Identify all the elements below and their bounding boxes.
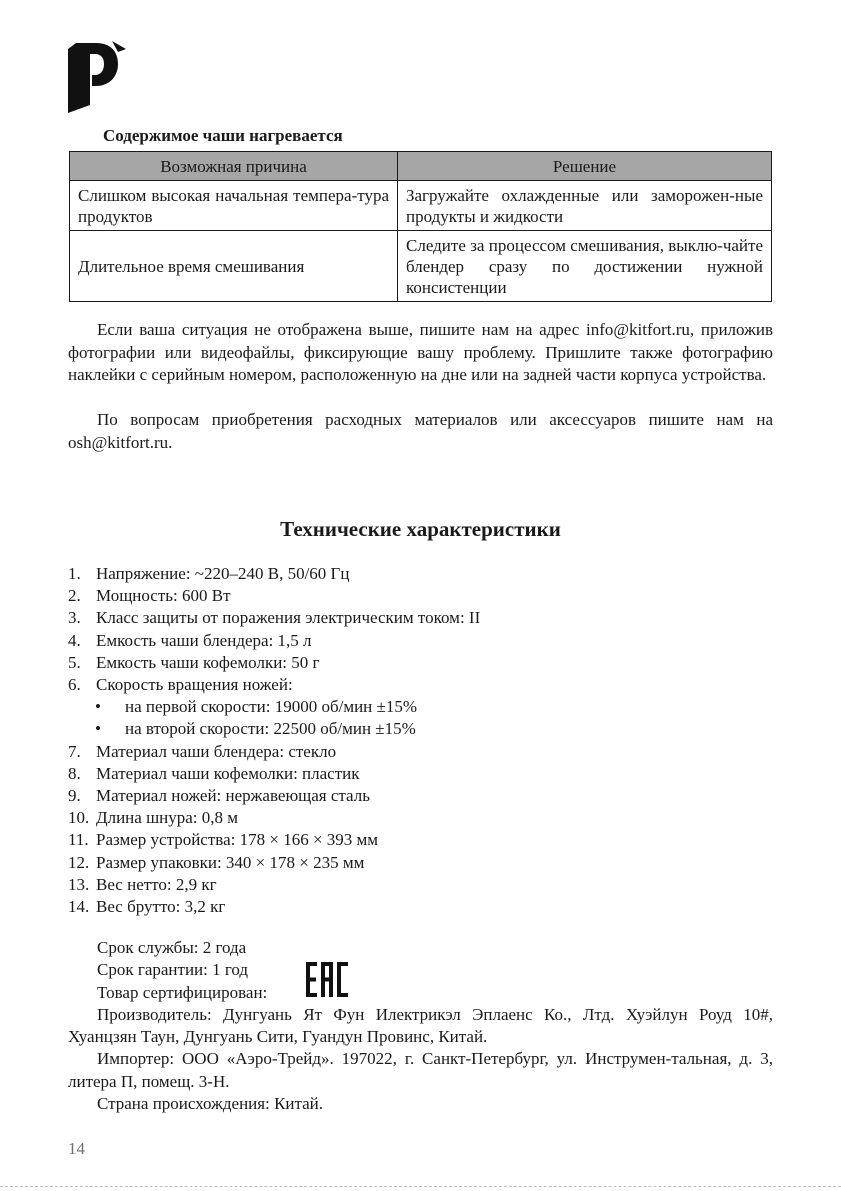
spec-text: Напряжение: ~220–240 В, 50/60 Гц — [96, 564, 350, 583]
spec-item — [68, 563, 773, 585]
spec-number: 13. — [68, 874, 90, 894]
spec-number: 10. — [68, 808, 90, 828]
spec-number: 8. — [68, 763, 81, 783]
bullet-icon: • — [95, 697, 101, 717]
spec-text: Вес брутто: 3,2 кг — [96, 897, 226, 917]
spec-text: Материал чаши блендера: стекло — [96, 741, 337, 761]
spec-text: Мощность: 600 Вт — [96, 586, 231, 606]
spec-item — [68, 741, 773, 763]
spec-number: 1. — [68, 564, 81, 583]
spec-item — [68, 674, 773, 696]
page-edge-divider — [0, 1186, 841, 1187]
spec-number: 2. — [68, 586, 81, 606]
spec-text: Материал ножей: нержавеющая сталь — [96, 786, 370, 806]
spec-number: 9. — [68, 786, 81, 806]
spec-item — [68, 607, 773, 629]
troubleshooting-heading: Содержимое чаши нагревается — [103, 126, 343, 145]
spec-item — [68, 652, 773, 674]
spec-item — [68, 585, 773, 607]
cause-cell: Слишком высокая начальная темпера-тура продуктов — [70, 181, 398, 231]
spec-number: 6. — [68, 675, 81, 695]
spec-text: на второй скорости: 22500 об/мин ±15% — [125, 719, 416, 739]
spec-text: Класс защиты от поражения электрическим током: II — [96, 608, 481, 628]
spec-text: на первой скорости: 19000 об/мин ±15% — [125, 697, 418, 717]
spec-text: Размер устройства: 178 × 166 × 393 мм — [96, 830, 379, 850]
product-meta — [68, 937, 773, 1115]
troubleshooting-table — [69, 151, 772, 302]
table-row — [70, 231, 772, 302]
spec-item — [68, 807, 773, 829]
spec-item — [68, 829, 773, 851]
spec-item — [68, 874, 773, 896]
spec-number: 4. — [68, 630, 81, 650]
kitfort-p-logo-icon — [66, 39, 126, 115]
page-number: 14 — [68, 1139, 85, 1158]
importer: Импортер: ООО «Аэро-Трейд». 197022, г. Санкт-Петербург, ул. Инструмен-тальная, д. 3, литера П, помещ. 3-Н. — [68, 1049, 773, 1091]
spec-item — [68, 896, 773, 918]
spec-item — [68, 763, 773, 785]
spec-text: Емкость чаши кофемолки: 50 г — [96, 652, 320, 672]
bullet-icon: • — [95, 719, 101, 739]
spec-item — [68, 630, 773, 652]
spec-number: 14. — [68, 897, 90, 917]
spec-number: 11. — [68, 830, 89, 850]
support-paragraph: Если ваша ситуация не отображена выше, пишите нам на адрес info@kitfort.ru, приложив фотографии или видеофайлы, фиксирующие вашу проблему. Пришлите также фотографию наклейки с серийным номером, расположенную на дне или на задней части корпуса устройства. — [68, 320, 773, 384]
service-life: Срок службы: 2 года — [97, 938, 247, 957]
spec-text: Вес нетто: 2,9 кг — [96, 874, 217, 894]
spec-number: 5. — [68, 652, 81, 672]
header-cause: Возможная причина — [70, 152, 398, 181]
specs-list — [68, 563, 773, 918]
spec-subitem — [68, 718, 773, 740]
solution-cell: Следите за процессом смешивания, выклю-чайте блендер сразу по достижении нужной консистенции — [398, 231, 772, 302]
spec-number: 3. — [68, 608, 81, 628]
spec-text: Скорость вращения ножей: — [96, 675, 293, 695]
spec-number: 7. — [68, 741, 81, 761]
accessories-paragraph: По вопросам приобретения расходных материалов или аксессуаров пишите нам на osh@kitfort.ru. — [68, 410, 773, 452]
spec-subitem — [68, 696, 773, 718]
spec-item — [68, 785, 773, 807]
table-header-row — [70, 152, 772, 181]
country-of-origin: Страна происхождения: Китай. — [97, 1094, 324, 1114]
certification-label: Товар сертифицирован: — [97, 982, 268, 1002]
spec-text: Емкость чаши блендера: 1,5 л — [96, 630, 312, 650]
spec-text: Длина шнура: 0,8 м — [96, 808, 239, 828]
warranty: Срок гарантии: 1 год — [97, 960, 249, 980]
cause-cell: Длительное время смешивания — [70, 231, 398, 302]
specs-title: Технические характеристики — [280, 517, 561, 541]
spec-text: Размер упаковки: 340 × 178 × 235 мм — [96, 852, 365, 872]
header-solution: Решение — [398, 152, 772, 181]
spec-text: Материал чаши кофемолки: пластик — [96, 763, 360, 783]
solution-cell: Загружайте охлажденные или заморожен-ные продукты и жидкости — [398, 181, 772, 231]
spec-number: 12. — [68, 852, 90, 872]
spec-item — [68, 852, 773, 874]
eac-mark-icon — [305, 962, 349, 997]
manufacturer: Производитель: Дунгуань Ят Фун Илектрикэл Эплаенс Ко., Лтд. Хуэйлун Роуд 10#, Хуанцзян Таун, Дунгуань Сити, Гуандун Провинс, Китай. — [68, 1004, 773, 1047]
table-row — [70, 181, 772, 231]
